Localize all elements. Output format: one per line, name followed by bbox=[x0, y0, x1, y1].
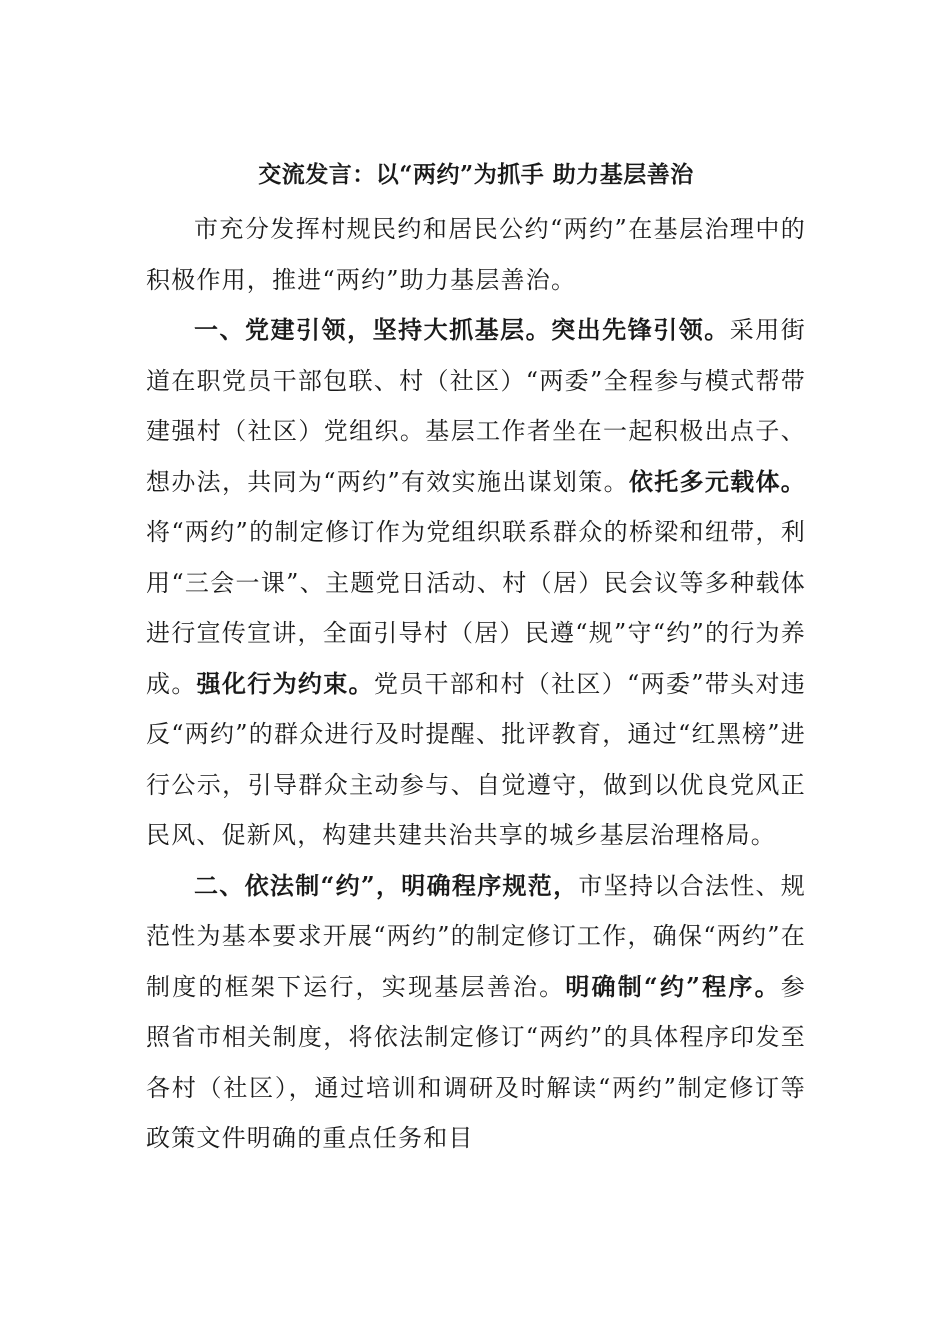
document-title: 交流发言：以“两约”为抓手 助力基层善治 bbox=[258, 161, 694, 188]
section-2-text: 市坚持以合法性、规范性为基本要求开展“两约”的制定修订工作，确保“两约”在制度的框架下运行，实现基层善治。 bbox=[146, 871, 806, 1001]
section-2-heading: 二、依法制“约”，明确程序规范， bbox=[194, 870, 579, 900]
section-1-sub-1-heading: 突出先锋引领。 bbox=[551, 315, 730, 344]
section-1-heading: 一、党建引领，坚持大抓基层。 bbox=[194, 315, 552, 344]
document-page bbox=[146, 150, 806, 1164]
section-2-sub-1-heading: 明确制“约”程序。 bbox=[565, 971, 781, 1001]
section-1-sub-1-text: 采用街道在职党员干部包联、村（社区）“两委”全程参与模式帮带建强村（社区）党组织。基层工作者坐在一起积极出点子、想办法，共同为“两约”有效实施出谋划策。 bbox=[146, 316, 806, 496]
section-1-sub-3-heading: 强化行为约束。 bbox=[196, 668, 374, 698]
section-1-sub-2-heading: 依托多元载体。 bbox=[628, 466, 806, 496]
section-1-sub-2-text: 将“两约”的制定修订作为党组织联系群众的桥梁和纽带，利用“三会一课”、主题党日活动、村（居）民会议等多种载体进行宣传宣讲，全面引导村（居）民遵“规”守“约”的行为养成。 bbox=[146, 518, 806, 698]
section-1-paragraph bbox=[146, 305, 806, 861]
section-2-sub-1-text: 参照省市相关制度，将依法制定修订“两约”的具体程序印发至各村（社区），通过培训和调研及时解读“两约”制定修订等政策文件明确的重点任务和目 bbox=[146, 972, 806, 1152]
intro-paragraph: 市充分发挥村规民约和居民公约“两约”在基层治理中的积极作用，推进“两约”助力基层善治。 bbox=[146, 215, 806, 294]
section-2-paragraph bbox=[146, 861, 806, 1164]
section-1-sub-3-text: 党员干部和村（社区）“两委”带头对违反“两约”的群众进行及时提醒、批评教育，通过“红黑榜”进行公示，引导群众主动参与、自觉遵守，做到以优良党风正民风、促新风，构建共建共治共享的城乡基层治理格局。 bbox=[146, 669, 807, 849]
